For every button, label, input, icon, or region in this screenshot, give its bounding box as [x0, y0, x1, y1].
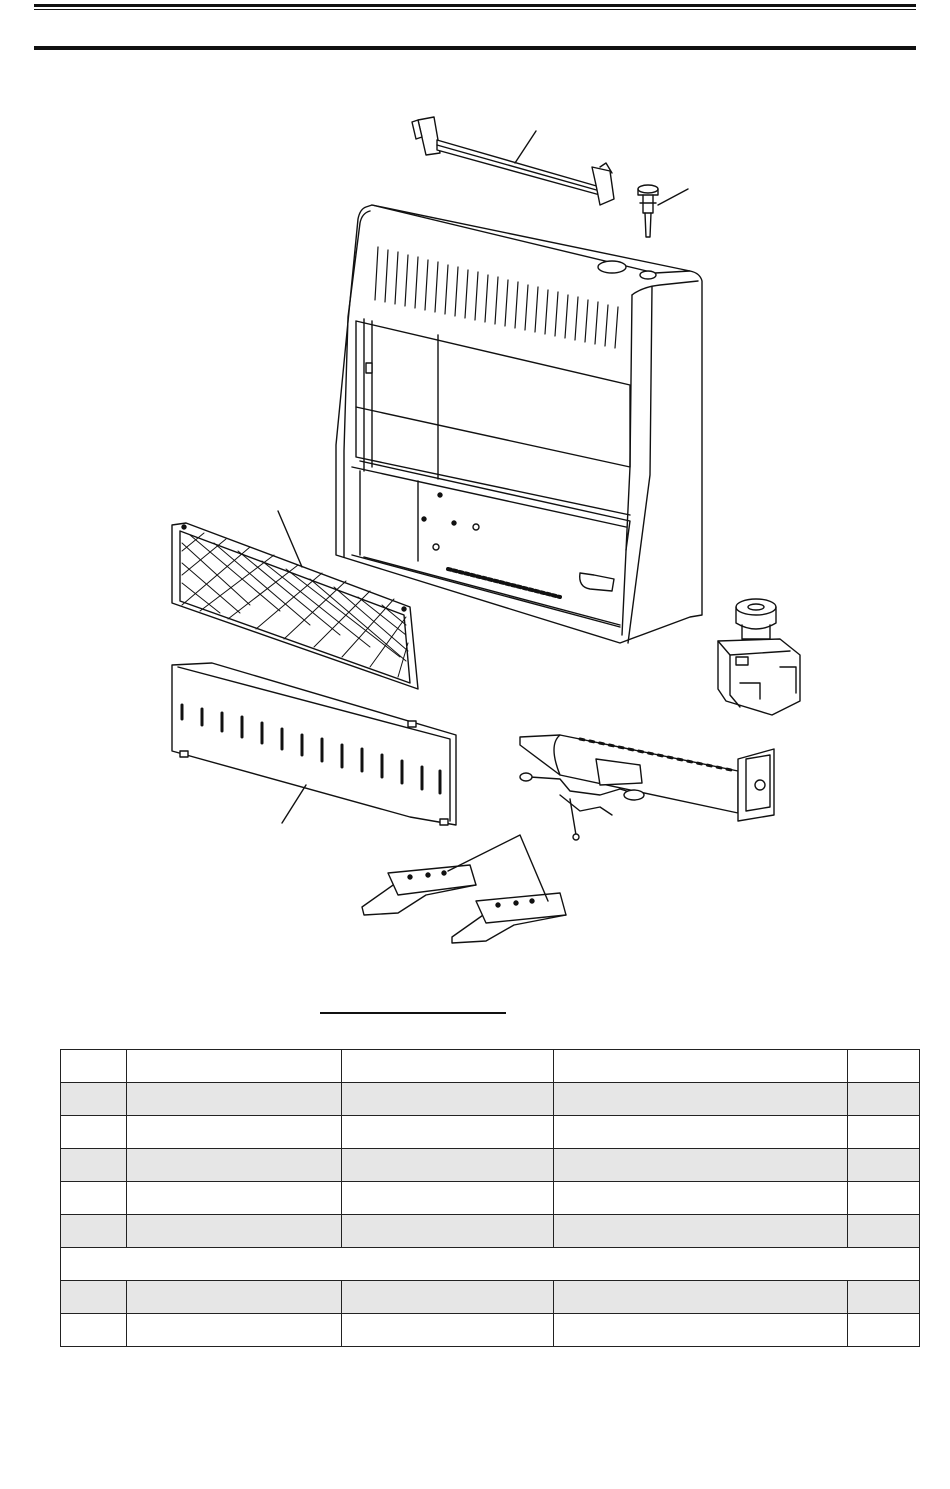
mounting-feet — [362, 865, 566, 943]
table-cell — [342, 1281, 554, 1314]
table-cell — [554, 1281, 848, 1314]
table-cell — [554, 1083, 848, 1116]
table-header-row — [61, 1050, 920, 1083]
burner-assembly — [520, 735, 774, 840]
heater-cabinet — [336, 205, 702, 643]
table-cell — [554, 1215, 848, 1248]
leader-line-igniter — [658, 189, 688, 205]
column-header — [848, 1050, 920, 1083]
table-cell — [848, 1149, 920, 1182]
parts-list-table — [60, 1049, 920, 1347]
table-cell — [554, 1182, 848, 1215]
table-cell — [127, 1281, 342, 1314]
table-cell — [848, 1182, 920, 1215]
igniter-knob — [638, 185, 658, 237]
table-heading-underline — [320, 1012, 506, 1014]
table-row — [61, 1149, 920, 1182]
table-band-row — [61, 1248, 920, 1281]
table-cell — [127, 1314, 342, 1347]
exploded-parts-diagram — [0, 95, 950, 975]
table-cell — [342, 1083, 554, 1116]
table-cell — [554, 1116, 848, 1149]
table-cell — [342, 1116, 554, 1149]
wall-bracket — [412, 117, 614, 205]
table-cell — [127, 1215, 342, 1248]
table-cell — [554, 1314, 848, 1347]
table-cell — [61, 1314, 127, 1347]
table-cell — [127, 1182, 342, 1215]
table-cell — [342, 1314, 554, 1347]
leader-line-louver-panel — [282, 785, 306, 823]
table-cell — [61, 1116, 127, 1149]
table-cell — [127, 1083, 342, 1116]
column-header — [342, 1050, 554, 1083]
table-cell — [848, 1314, 920, 1347]
table-cell — [342, 1149, 554, 1182]
table-row — [61, 1182, 920, 1215]
table-cell — [61, 1215, 127, 1248]
leader-line-bracket — [515, 131, 536, 163]
table-band-cell — [61, 1248, 920, 1281]
table-cell — [848, 1215, 920, 1248]
table-cell — [127, 1149, 342, 1182]
table-cell — [61, 1182, 127, 1215]
table-row — [61, 1281, 920, 1314]
table-cell — [61, 1149, 127, 1182]
table-row — [61, 1083, 920, 1116]
table-cell — [61, 1281, 127, 1314]
table-cell — [342, 1182, 554, 1215]
table-row — [61, 1314, 920, 1347]
table-cell — [554, 1149, 848, 1182]
gas-control-valve — [718, 599, 800, 715]
column-header — [127, 1050, 342, 1083]
table-row — [61, 1116, 920, 1149]
column-header — [554, 1050, 848, 1083]
table-cell — [342, 1215, 554, 1248]
table-cell — [848, 1281, 920, 1314]
table-cell — [127, 1116, 342, 1149]
table-cell — [61, 1083, 127, 1116]
table-cell — [848, 1083, 920, 1116]
table-cell — [848, 1116, 920, 1149]
header-rule-top — [34, 4, 916, 10]
header-rule-section — [34, 46, 916, 50]
table-row — [61, 1215, 920, 1248]
column-header — [61, 1050, 127, 1083]
